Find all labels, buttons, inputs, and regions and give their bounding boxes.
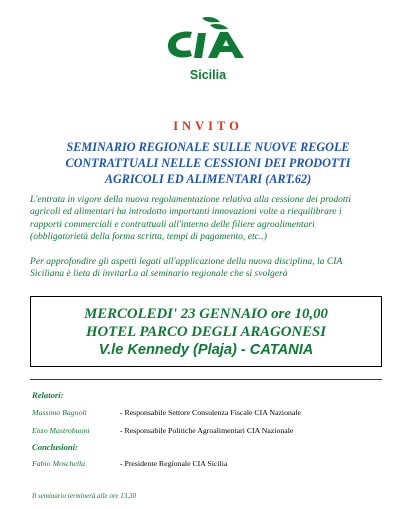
section-divider <box>30 379 382 380</box>
cia-logo <box>162 16 252 62</box>
heading-line: SEMINARIO REGIONALE SULLE NUOVE REGOLE <box>66 140 350 154</box>
conclusion-row <box>32 459 227 468</box>
logo-letter-i <box>194 33 206 58</box>
conclusions-label: Conclusioni: <box>32 442 78 452</box>
invito-title: INVITO <box>173 119 243 133</box>
paragraph-line: agricoli ed alimentari ha introdotto importanti innovazioni volte a riequilibrare i <box>30 206 342 218</box>
speaker-role: - Responsabile Politiche Agroalimentari CIA Nazionale <box>119 426 294 435</box>
speaker-row <box>32 426 293 435</box>
footer-note: Il seminario terminerà alle ore 13,30 <box>32 492 136 500</box>
paragraph-line: Siciliana è lieta di invitarLa al seminario regionale che si svolgerà <box>30 268 288 280</box>
heading-line: CONTRATTUALI NELLE CESSIONI DEI PRODOTTI <box>65 156 351 170</box>
intro-paragraph <box>30 194 392 244</box>
logo-letter-a <box>208 32 244 58</box>
speaker-name: Massimo Bagnoli <box>32 408 87 417</box>
event-date-time: MERCOLEDI' 23 GENNAIO ore 10,00 <box>84 306 328 322</box>
speaker-name: Enzo Mastrobuoni <box>32 426 90 435</box>
speaker-row <box>32 408 301 417</box>
speaker-role: - Responsabile Settore Consulenza Fiscale CIA Nazionale <box>119 408 301 417</box>
invitation-paragraph <box>30 256 392 281</box>
event-details-box <box>30 296 382 367</box>
paragraph-line: (obbligatorietà della forma scritta, tempi di pagamento, etc..) <box>30 231 267 243</box>
logo-letter-c <box>168 32 192 58</box>
conclusion-name: Fabio Moschella <box>32 459 86 468</box>
paragraph-line: rapporti commerciali e contrattuali all'interno delle filiere agroalimentari <box>30 218 315 230</box>
region-subtitle: Sicilia <box>189 68 227 82</box>
event-address: V.le Kennedy (Plaja) - CATANIA <box>98 342 314 358</box>
conclusion-role: - Presidente Regionale CIA Sicilia <box>119 459 228 468</box>
seminar-heading <box>20 139 396 187</box>
heading-line: AGRICOLI ED ALIMENTARI (ART.62) <box>104 172 312 186</box>
speakers-label: Relatori: <box>32 390 64 400</box>
paragraph-line: L'entrata in vigore della nuova regolamentazione relativa alla cessione dei prodotti <box>30 194 351 205</box>
logo-leaf <box>202 17 220 22</box>
logo-leaf <box>210 24 228 29</box>
event-venue: HOTEL PARCO DEGLI ARAGONESI <box>86 324 326 340</box>
paragraph-line: Per approfondire gli aspetti legati all'applicazione della nuova disciplina, la CIA <box>30 256 343 267</box>
